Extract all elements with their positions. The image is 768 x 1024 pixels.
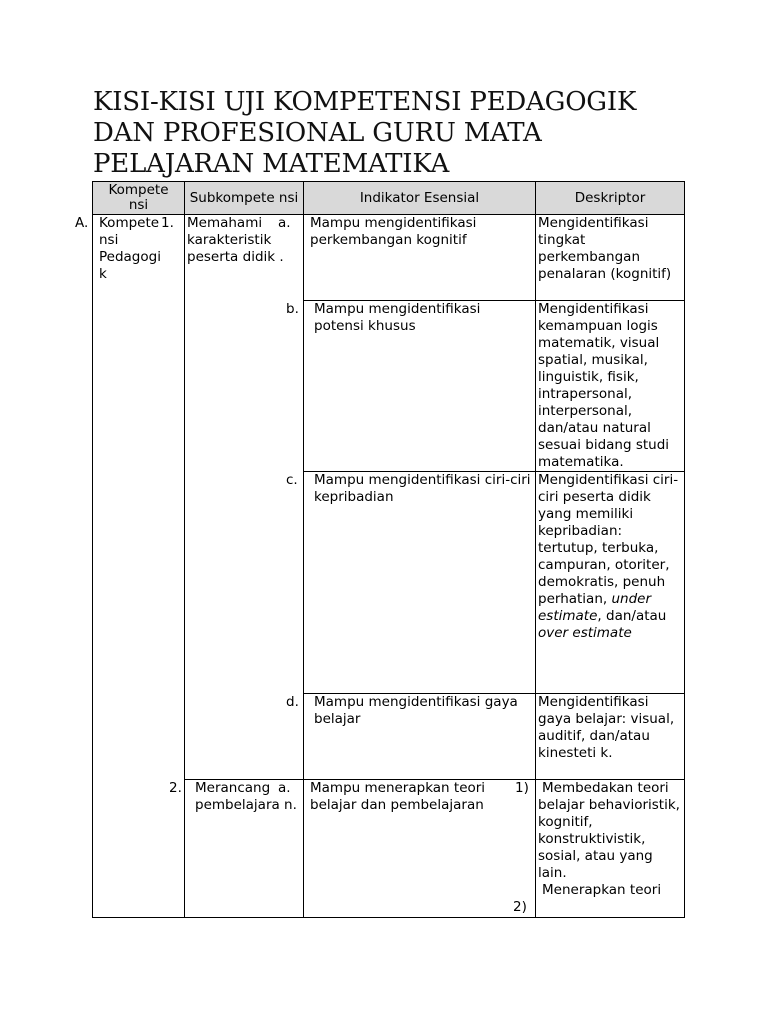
- descriptor-cell: [536, 301, 685, 472]
- descriptor-main: Mengidentifikasi ciri-ciri peserta didik yang memiliki kepribadian: tertutup, terbuka, campuran, otoriter, demokratis, penuh perhatian,: [538, 472, 679, 607]
- table-row: [93, 215, 685, 301]
- indicator-text: Mampu mengidentifikasi potensi khusus: [314, 301, 481, 334]
- descriptor-item-marker: 2): [513, 899, 527, 915]
- descriptor-text: Mengidentifikasi gaya belajar: visual, auditif, dan/atau kinesteti k.: [538, 694, 675, 761]
- indicator-marker: c.: [286, 472, 298, 488]
- subcompetency-label: Memahami karakteristik peserta didik .: [187, 215, 284, 265]
- title-line-3: PELAJARAN MATEMATIKA: [93, 149, 450, 179]
- indicator-text: Mampu mengidentifikasi ciri-ciri kepribadian: [314, 472, 531, 505]
- indicator-cell: [286, 694, 536, 780]
- indicator-cell: [278, 215, 536, 301]
- subcompetency-cell: [169, 780, 304, 918]
- title-line-1: KISI-KISI UJI KOMPETENSI PEDAGOGIK: [93, 87, 637, 117]
- competency-label: Kompete nsi Pedagogi k: [99, 215, 161, 282]
- header-deskriptor: Deskriptor: [536, 182, 685, 215]
- header-subkompetensi: Subkompete nsi: [185, 182, 304, 215]
- descriptor-item-text: Menerapkan teori: [542, 882, 662, 898]
- descriptor-text: Mengidentifikasi tingkat perkembangan penalaran (kognitif): [538, 215, 672, 282]
- indicator-marker: d.: [286, 694, 299, 710]
- descriptor-mid: dan/atau: [606, 608, 667, 624]
- descriptor-emphasis-2: over estimate: [538, 625, 632, 641]
- subcompetency-marker: 1.: [161, 215, 174, 231]
- competency-marker: A.: [75, 215, 89, 231]
- title-line-2: DAN PROFESIONAL GURU MATA: [93, 118, 542, 148]
- descriptor-item-text: Membedakan teori belajar behavioristik, kognitif, konstruktivistik, sosial, atau yang lain.: [538, 780, 680, 881]
- indicator-cell: [278, 780, 536, 918]
- descriptor-item-marker: 1): [515, 780, 529, 796]
- indicator-cell: [286, 301, 536, 472]
- descriptor-text: Mengidentifikasi kemampuan logis matematik, visual spatial, musikal, linguistik, fisik, intrapersonal, interpersonal, dan/atau natural sesuai bidang studi matematika.: [538, 301, 670, 470]
- competency-cell: [75, 215, 185, 918]
- indicator-marker: a.: [278, 215, 291, 231]
- descriptor-text: Mengidentifikasi ciri-ciri peserta didik yang memiliki kepribadian: tertutup, terbuka, campuran, otoriter, demokratis, penuh perhatian, under estimate, dan/atau over estimate: [538, 472, 679, 641]
- descriptor-cell: [536, 694, 685, 780]
- indicator-text: Mampu mengidentifikasi perkembangan kognitif: [310, 215, 477, 248]
- descriptor-cell: [536, 472, 685, 694]
- page-title: [93, 87, 733, 180]
- competency-grid-table: [75, 181, 685, 918]
- indicator-cell: [286, 472, 536, 694]
- header-kompetensi: Kompete nsi: [93, 182, 185, 215]
- header-row: [93, 182, 685, 215]
- indicator-text: Mampu menerapkan teori belajar dan pembelajaran: [310, 780, 486, 813]
- descriptor-emphasis-1: under estimate: [538, 591, 652, 624]
- indicator-text: Mampu mengidentifikasi gaya belajar: [314, 694, 518, 727]
- subcompetency-marker: 2.: [169, 780, 182, 796]
- subcompetency-label: Merancang pembelajara n.: [195, 780, 297, 813]
- header-indikator: Indikator Esensial: [304, 182, 536, 215]
- descriptor-cell: [536, 780, 685, 918]
- indicator-marker: a.: [278, 780, 291, 796]
- indicator-marker: b.: [286, 301, 299, 317]
- descriptor-cell: [536, 215, 685, 301]
